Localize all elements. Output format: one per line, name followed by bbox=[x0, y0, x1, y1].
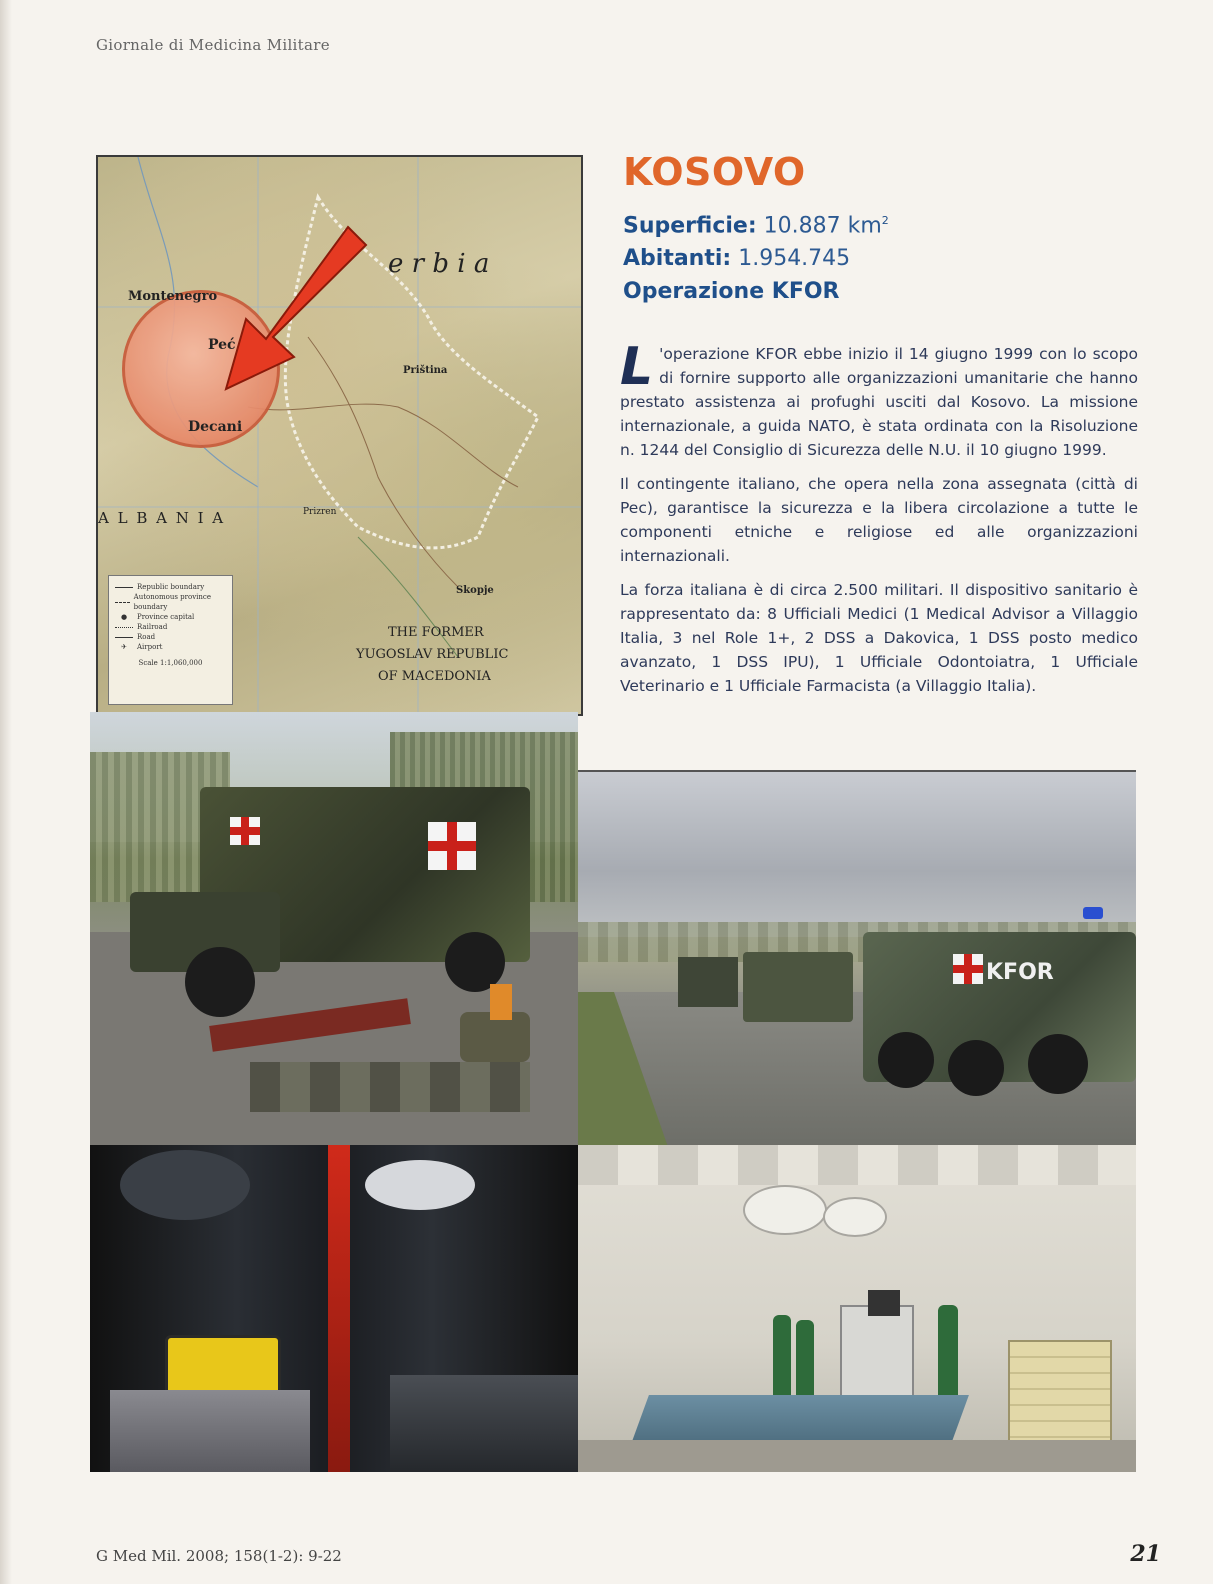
operation-heading: Operazione KFOR bbox=[623, 279, 840, 305]
map-label-macedonia-3: OF MACEDONIA bbox=[378, 669, 491, 684]
photo-humvee-ambulance bbox=[90, 712, 578, 1145]
page-number: 21 bbox=[1130, 1541, 1161, 1567]
map-label-pec: Peć bbox=[208, 337, 236, 353]
journal-running-head: Giornale di Medicina Militare bbox=[96, 36, 330, 54]
dropcap: L bbox=[620, 337, 654, 397]
fact-box bbox=[623, 204, 889, 308]
article-body bbox=[620, 337, 1138, 708]
page-gutter bbox=[0, 0, 12, 1584]
map-label-skopje: Skopje bbox=[456, 585, 494, 596]
citation-footer: G Med Mil. 2008; 158(1-2): 9-22 bbox=[96, 1547, 342, 1565]
paragraph-2: Il contingente italiano, che opera nella zona assegnata (città di Pec), garantisce la sicurezza e la libera circolazione a tutte le componenti etniche e religiose ed alle organizzazioni internazionali. bbox=[620, 475, 1138, 565]
paragraph-1: L 'operazione KFOR ebbe inizio il 14 giugno 1999 con lo scopo di fornire supporto alle organizzazioni umanitarie che hanno prestato assistenza ai profughi usciti dal Kosovo. La missione internazionale, a guida NATO, è stata ordinata con la Risoluzione n. 1244 del Consiglio di Sicurezza delle N.U. il 10 giugno 1999. bbox=[620, 337, 1138, 459]
fact-population: Abitanti: 1.954.745 bbox=[623, 246, 851, 272]
legend-item: Railroad bbox=[115, 622, 226, 632]
kfor-vehicle-text: KFOR bbox=[986, 960, 1054, 985]
kosovo-map bbox=[96, 155, 583, 716]
map-legend bbox=[108, 575, 233, 705]
legend-item: ✈ Airport bbox=[121, 643, 163, 651]
legend-item: Autonomous province boundary bbox=[115, 592, 226, 612]
map-label-prizren: Prizren bbox=[303, 507, 337, 517]
map-label-pristina: Priština bbox=[403, 365, 448, 376]
paragraph-3: La forza italiana è di circa 2.500 militari. Il dispositivo sanitario è rappresentato da: 8 Ufficiali Medici (1 Medical Advisor a Villaggio Italia, 3 nel Role 1+, 2 DSS a Dakovica, 1 DSS posto medico avanzato, 1 DSS IPU), 1 Ufficiale Odontoiatra, 1 Ufficiale Veterinario e 1 Ufficiale Farmacista (a Villaggio Italia). bbox=[620, 581, 1138, 695]
map-scale: Scale 1:1,060,000 bbox=[138, 659, 203, 667]
map-label-montenegro: Montenegro bbox=[128, 289, 218, 304]
map-label-macedonia-1: THE FORMER bbox=[388, 625, 484, 640]
photo-operating-room bbox=[578, 1145, 1136, 1472]
legend-item: Republic boundary bbox=[115, 582, 226, 592]
map-label-macedonia-2: YUGOSLAV REPUBLIC bbox=[356, 647, 509, 662]
fact-area: Superficie: 10.887 $km^2$ bbox=[623, 213, 889, 239]
article-title: KOSOVO bbox=[623, 150, 806, 194]
map-label-albania: A L B A N I A bbox=[98, 509, 226, 527]
legend-item: Road bbox=[115, 632, 226, 642]
photo-armored-vehicles bbox=[578, 770, 1136, 1147]
map-label-serbia: e r b i a bbox=[388, 249, 490, 279]
legend-item: ● Province capital bbox=[120, 613, 195, 621]
map-label-decani: Decani bbox=[188, 419, 243, 435]
photo-ambulance-interior bbox=[90, 1145, 578, 1472]
